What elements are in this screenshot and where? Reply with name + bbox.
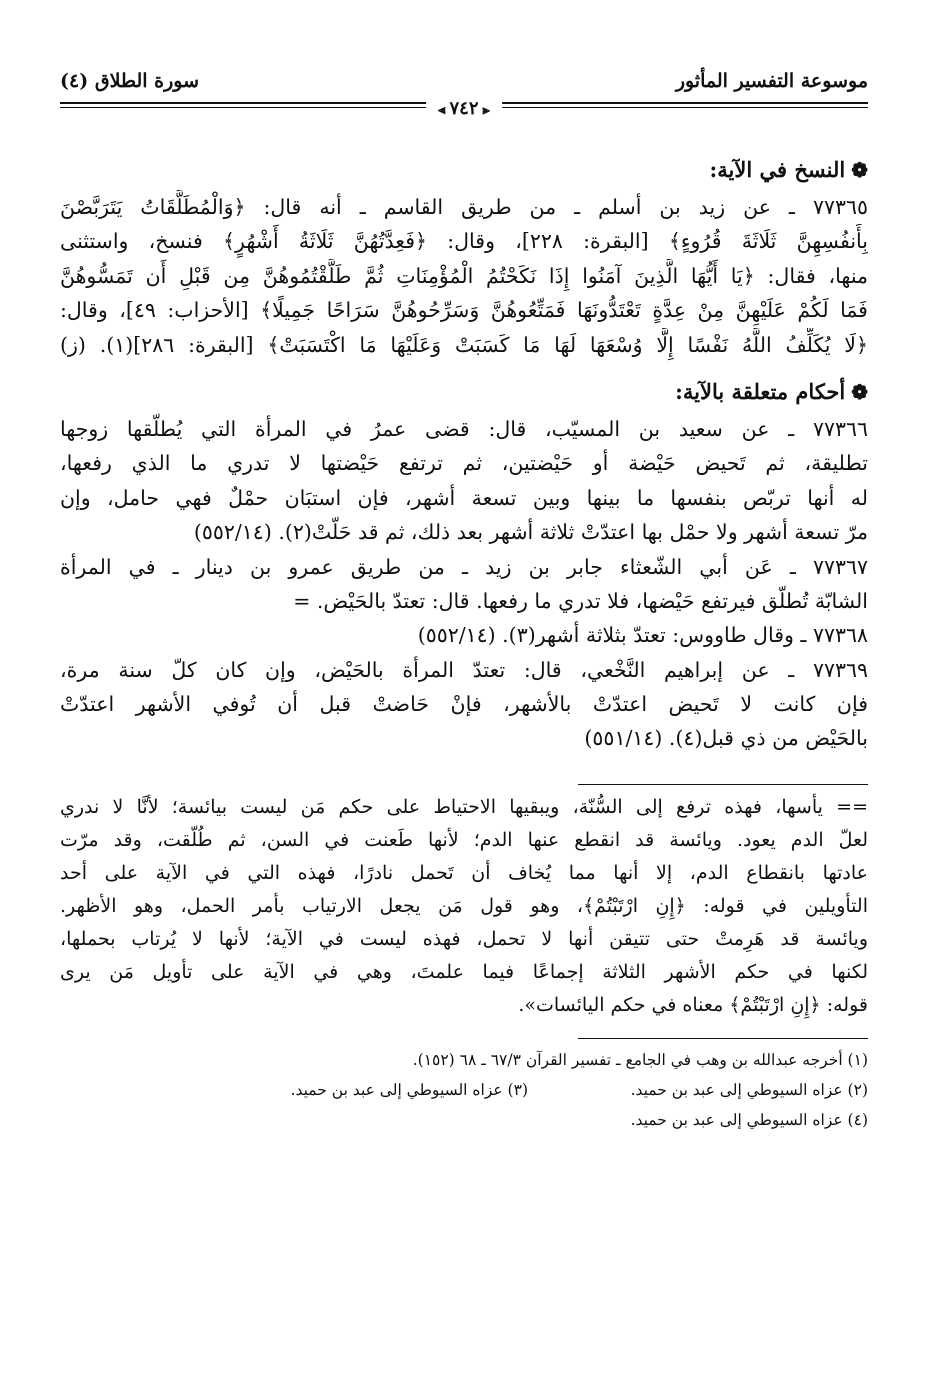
footnote-2: (٢) عزاه السيوطي إلى عبد بن حميد. <box>630 1080 868 1099</box>
text-line: الشابّة تُطلّق فيرتفع حَيْضها، فلا تدري ما رفعها. قال: تعتدّ بالحَيْض. = <box>293 588 868 613</box>
page-body <box>60 150 868 1135</box>
footnote-references <box>60 1045 868 1135</box>
paragraph-77366 <box>60 412 868 550</box>
note-line: قوله: ﴿إِنِ ارْتَبْتُمْ﴾ معناه في حكم اليائسات». <box>518 993 868 1016</box>
text-line: ٧٧٣٦٥ ـ عن زيد بن أسلم ـ من طريق القاسم ـ أنه قال: ﴿وَالْمُطَلَّقَاتُ يَتَرَبَّصْنَ <box>60 195 868 219</box>
text-line: فَمَا لَكُمْ عَلَيْهِنَّ مِنْ عِدَّةٍ تَعْتَدُّونَهَا فَمَتِّعُوهُنَّ وَسَرِّحُوهُنَّ سَرَاحًا جَمِيلًا﴾ [الأحزاب: ٤٩]، وقال: <box>60 298 868 323</box>
text-line: فإن كانت لا تَحيض اعتدّتْ بالأشهر، فإنْ حَاضتْ قبل أن تُوفي الأشهر اعتدّتْ <box>60 692 868 717</box>
ornament-right-icon: ⫸ <box>482 103 490 118</box>
footnote-separator <box>578 784 868 785</box>
surah-title: سورة الطلاق (٤) <box>60 70 200 92</box>
footnote-4: (٤) عزاه السيوطي إلى عبد بن حميد. <box>630 1110 868 1129</box>
note-line: ويائسة قد هَرِمتْ حتى تتيقن أنها لا تحمل، فهذه ليست في الآية؛ لأنها لا يُرتاب بحملها، <box>60 927 868 950</box>
note-line: لعلّ الدم يعود. ويائسة قد انقطع عنها الدم؛ لأنها طَعنت في السن، ثم طُلّقت، وقد مرّت <box>60 828 868 851</box>
references-separator <box>578 1038 868 1039</box>
text-line: تطليقة، ثم تَحيض حَيْضة أو حَيْضتين، ثم ترتفع حَيْضتها لا تدري ما الذي رفعها، <box>60 451 868 476</box>
footnote-row-2-3 <box>60 1075 868 1105</box>
page-number-row <box>60 98 868 122</box>
book-title: موسوعة التفسير المأثور <box>675 70 868 92</box>
text-line: منها، فقال: ﴿يَا أَيُّهَا الَّذِينَ آمَنُوا إِذَا نَكَحْتُمُ الْمُؤْمِنَاتِ ثُمَّ طَلَّقْتُمُوهُنَّ مِن قَبْلِ أَن تَمَسُّوهُنَّ <box>60 263 868 288</box>
flower-ornament-icon: ❁ <box>851 379 868 404</box>
text-line: ٧٧٣٦٦ ـ عن سعيد بن المسيّب، قال: قضى عمرُ في المرأة التي يُطلّقها زوجها <box>60 416 868 441</box>
text-line: ﴿لَا يُكَلِّفُ اللَّهُ نَفْسًا إِلَّا وُسْعَهَا لَهَا مَا كَسَبَتْ وَعَلَيْهَا مَا اكْتَسَبَتْ﴾ [البقرة: ٢٨٦](١). (ز) <box>60 332 868 357</box>
paragraph-77368 <box>60 618 868 652</box>
book-page <box>60 58 868 1362</box>
text-line: ٧٧٣٦٧ ـ عَن أبي الشّعثاء جابر بن زيد ـ من طريق عمرو بن دينار ـ في المرأة <box>60 554 868 579</box>
note-line: التأويلين في قوله: ﴿إِنِ ارْتَبْتُمْ﴾، وهو قول مَن يجعل الارتياب بأمر الحمل، وهو الأظهر. <box>60 894 868 917</box>
paragraph-77365 <box>60 190 868 362</box>
text-line: ٧٧٣٦٩ ـ عن إبراهيم النَّخْعي، قال: تعتدّ المرأة بالحَيْض، وإن كان كلّ سنة مرة، <box>60 657 868 682</box>
text-line: له أنها تربّص بنفسها ما بينها وبين تسعة أشهر، فإن استبَان حمْلٌ فهي حامل، وإن <box>60 485 868 510</box>
ornament-left-icon: ⫷ <box>438 103 446 118</box>
text-line: بالحَيْض من ذي قبل(٤). (٥٥١/١٤) <box>584 726 868 751</box>
paragraph-77369 <box>60 653 868 756</box>
section-heading-rulings: ❁أحكام متعلقة بالآية: <box>675 378 868 404</box>
running-header <box>60 64 868 119</box>
text-line: ٧٧٣٦٨ ـ وقال طاووس: تعتدّ بثلاثة أشهر(٣). (٥٥٢/١٤) <box>417 623 868 648</box>
note-line: لكنها في حكم الأشهر الثلاثة إجماعًا فيما علمتَ، وهي في الآية على تأويل مَن يرى <box>60 960 868 983</box>
footnote-1: (١) أخرجه عبدالله بن وهب في الجامع ـ تفسير القرآن ٦٧/٣ ـ ٦٨ (١٥٢). <box>412 1050 868 1069</box>
text-line: بِأَنفُسِهِنَّ ثَلَاثَةَ قُرُوءٍ﴾ [البقرة: ٢٢٨]، وقال: ﴿فَعِدَّتُهُنَّ ثَلَاثَةُ أَشْهُرٍ﴾ فنسخ، واستثنى <box>60 229 868 254</box>
page-number: ⫷ ٧٤٢ ⫸ <box>426 98 502 119</box>
note-line: عادتها بانقطاع الدم، إلا أنها مما يُخاف أن تَحمل نادرًا، فهذه التي في الآية على أحد <box>60 861 868 884</box>
continued-footnote <box>60 791 868 1022</box>
footnote-3: (٣) عزاه السيوطي إلى عبد بن حميد. <box>290 1080 528 1099</box>
paragraph-77367 <box>60 550 868 619</box>
text-line: مرّ تسعة أشهر ولا حمْل بها اعتدّتْ ثلاثة أشهر بعد ذلك، ثم قد حَلّتْ(٢). (٥٥٢/١٤) <box>193 520 868 545</box>
note-line: == يأسها، فهذه ترفع إلى السُّنّة، ويبقيها الاحتياط على حكم مَن ليست بيائسة؛ لأنَّا لا ندري <box>60 795 868 818</box>
flower-ornament-icon: ❁ <box>851 158 868 182</box>
section-heading-abrogation: ❁النسخ في الآية: <box>709 157 868 182</box>
